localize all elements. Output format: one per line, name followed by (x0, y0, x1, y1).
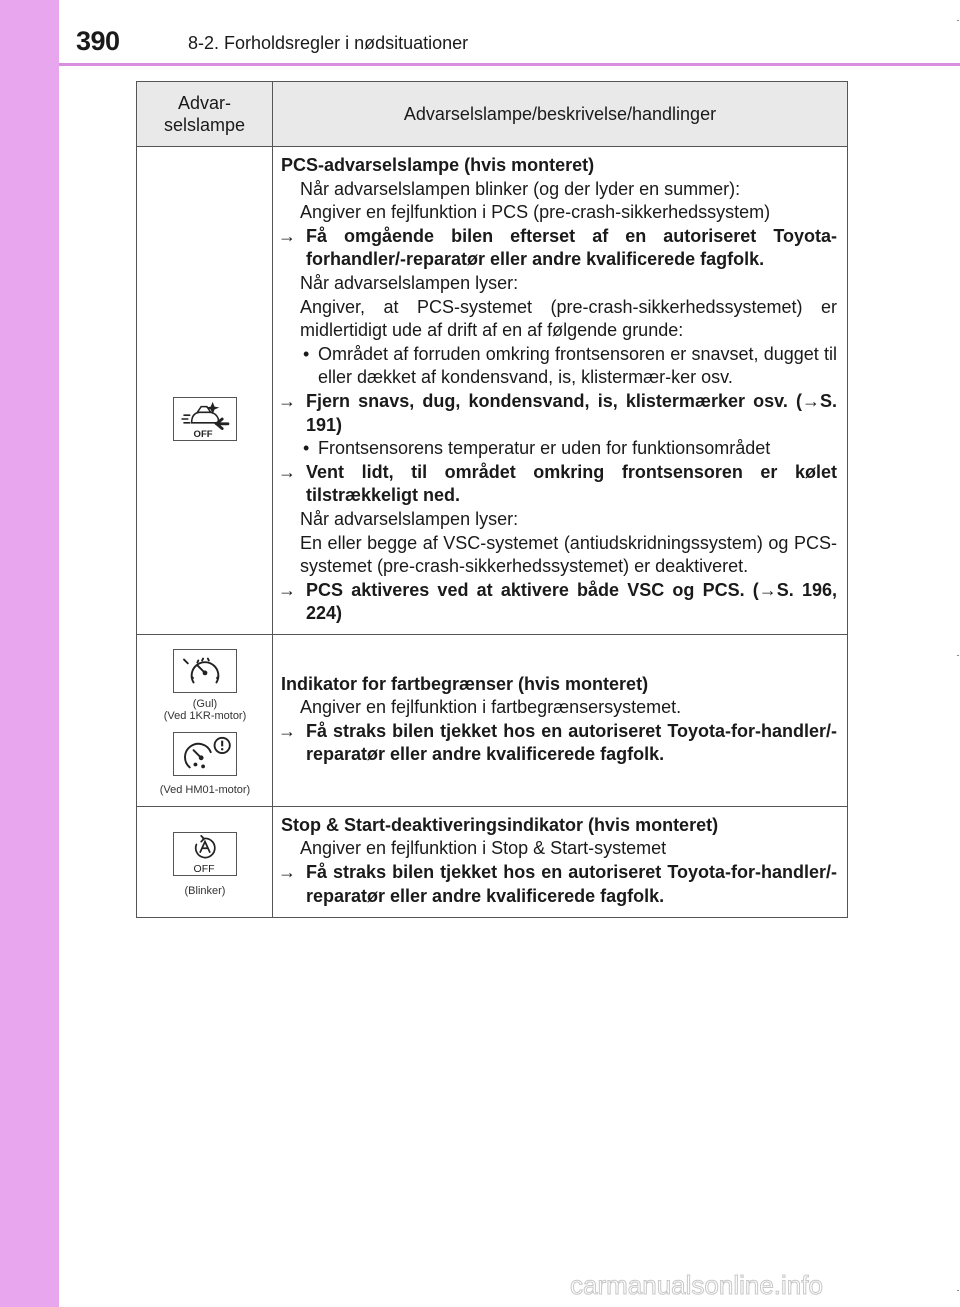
description-cell (273, 634, 848, 806)
margin-tick (957, 655, 959, 656)
action-text: Vent lidt, til området omkring frontsensoren er kølet tilstrækkeligt ned. (306, 461, 837, 506)
margin-tick (957, 20, 959, 21)
icon-caption: (Gul) (192, 697, 218, 710)
description-cell (273, 147, 848, 635)
icon-cell (137, 147, 273, 635)
action-line (278, 225, 837, 272)
action-text: Få straks bilen tjekket hos en autoriseret Toyota-for-handler/-reparatør eller andre kvalificerede fagfolk. (306, 720, 837, 765)
row-title: PCS-advarselslampe (hvis monteret) (281, 155, 595, 175)
page-number: 390 (76, 26, 120, 56)
col-header-lamp-line1: Advar- (177, 93, 231, 113)
row-line: Når advarselslampen lyser: (300, 272, 519, 293)
bullet-line (281, 343, 837, 390)
col-header-description: Advarselslampe/beskrivelse/handlinger (273, 82, 848, 147)
action-line (278, 461, 837, 508)
action-text: Få omgående bilen efterset af en autoriseret Toyota-forhandler/-reparatør eller andre kvalificerede fagfolk. (306, 225, 837, 270)
icon-cell (137, 634, 273, 806)
row-title: Indikator for fartbegrænser (hvis monteret) (281, 673, 649, 694)
arrow-icon: → (278, 225, 296, 246)
bullet-line (281, 437, 837, 461)
icon-caption: (Ved 1KR-motor) (163, 709, 247, 722)
warning-lights-table (136, 81, 848, 918)
row-line: Angiver, at PCS-systemet (pre-crash-sikkerhedssystemet) er midlertidigt ude af drift af en af følgende grunde: (300, 296, 837, 341)
arrow-icon: → (278, 862, 296, 883)
icon-caption: (Blinker) (184, 884, 226, 897)
bullet-icon: • (303, 438, 310, 459)
action-line (278, 579, 837, 626)
col-header-lamp (137, 82, 273, 147)
pcs-off-warning-icon (173, 397, 237, 441)
header-rule (59, 63, 960, 66)
pcs-off-label: OFF (193, 429, 213, 440)
arrow-icon: → (278, 720, 296, 741)
arrow-icon: → (278, 579, 296, 600)
bullet-icon: • (303, 343, 310, 364)
icon-cell (137, 806, 273, 917)
arrow-icon: → (278, 390, 296, 411)
row-line: Når advarselslampen blinker (og der lyder en summer): (300, 178, 741, 199)
bullet-text: Frontsensorens temperatur er uden for funktionsområdet (318, 438, 771, 459)
row-line: Angiver en fejlfunktion i fartbegrænsersystemet. (300, 697, 682, 718)
arrow-icon: → (278, 461, 296, 482)
speed-limiter-warning-icon (173, 732, 237, 776)
table-row (137, 634, 848, 806)
chapter-sidebar (0, 0, 59, 1307)
watermark (570, 1270, 955, 1302)
action-text: Fjern snavs, dug, kondensvand, is, klistermærker osv. (→S. 191) (306, 390, 837, 435)
action-line (278, 390, 837, 437)
margin-tick (957, 1290, 959, 1291)
stop-start-off-label: OFF (193, 863, 215, 875)
speed-limiter-icon (173, 649, 237, 693)
col-header-lamp-line2: selslampe (163, 115, 246, 135)
action-line (278, 720, 837, 767)
table-header-row (137, 82, 848, 147)
section-title: 8-2. Forholdsregler i nødsituationer (188, 33, 469, 53)
action-line (278, 861, 837, 908)
action-text: PCS aktiveres ved at aktivere både VSC og PCS. (→S. 196, 224) (306, 579, 837, 624)
table-row (137, 806, 848, 917)
action-text: Få straks bilen tjekket hos en autoriseret Toyota-for-handler/-reparatør eller andre kvalificerede fagfolk. (306, 862, 837, 906)
description-cell (273, 806, 848, 917)
row-line: En eller begge af VSC-systemet (antiudskridningssystem) og PCS-systemet (pre-crash-sikkerhedssystemet) er deaktiveret. (300, 532, 837, 577)
row-line: Angiver en fejlfunktion i PCS (pre-crash-sikkerhedssystem) (300, 202, 771, 223)
icon-caption: (Ved HM01-motor) (159, 783, 251, 796)
stop-start-off-icon (173, 832, 237, 876)
table-row (137, 147, 848, 635)
row-line: Angiver en fejlfunktion i Stop & Start-systemet (300, 838, 667, 859)
row-line: Når advarselslampen lyser: (300, 508, 519, 529)
row-title: Stop & Start-deaktiveringsindikator (hvis monteret) (281, 814, 719, 835)
bullet-text: Området af forruden omkring frontsensoren er snavset, dugget til eller dækket af kondensvand, is, klistermær-ker osv. (318, 343, 837, 388)
watermark-text: carmanualsonline.info (570, 1270, 823, 1300)
